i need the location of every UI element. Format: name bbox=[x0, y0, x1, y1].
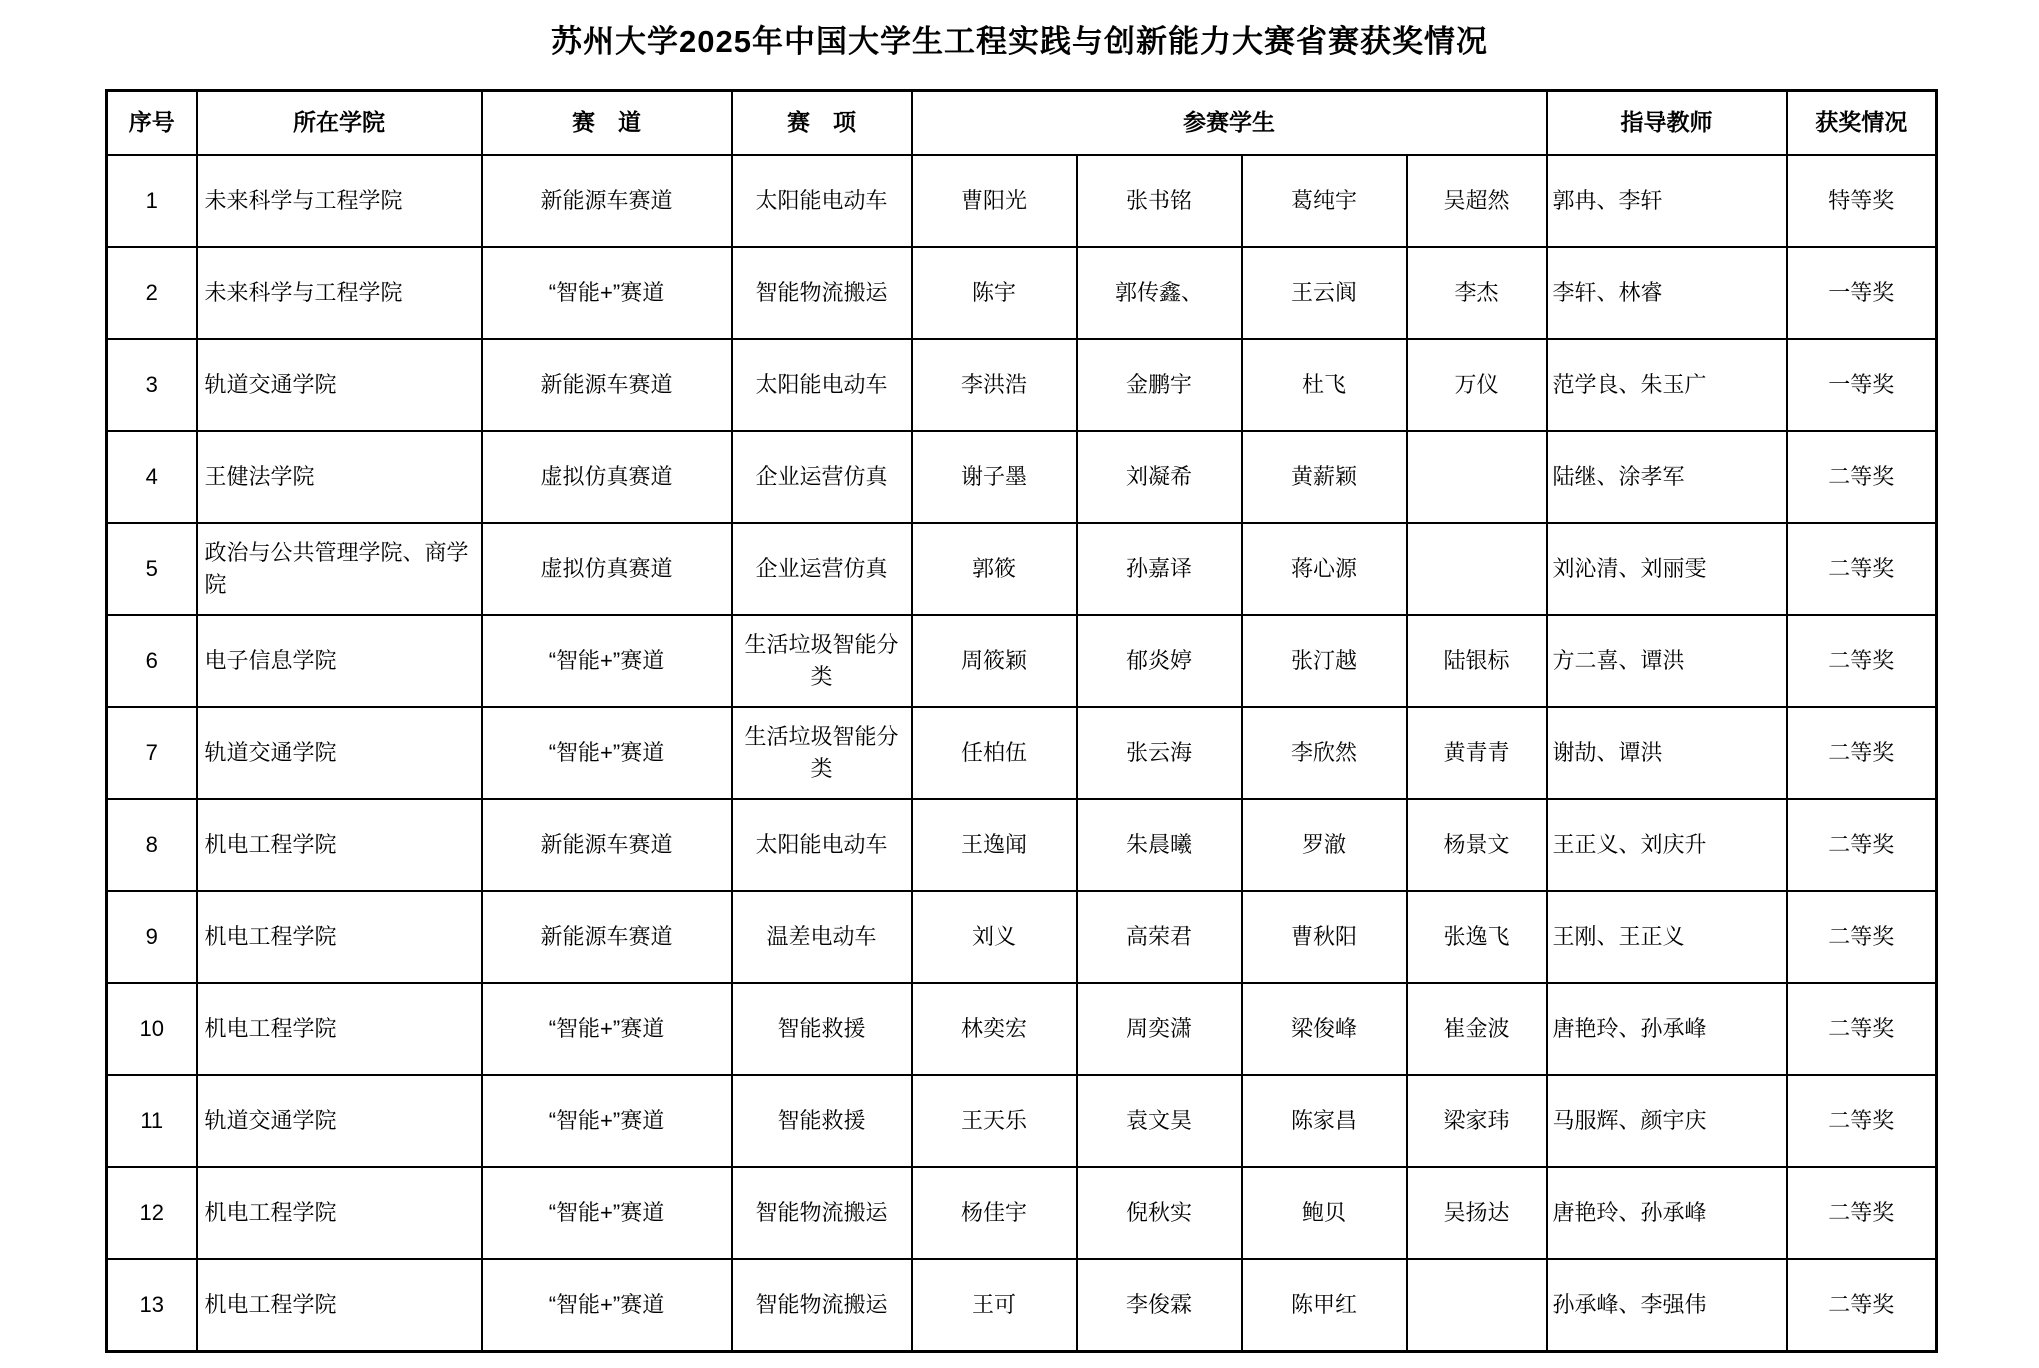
cell-student: 郭传鑫、 bbox=[1077, 247, 1242, 339]
cell-student: 吴扬达 bbox=[1407, 1167, 1547, 1259]
cell-advisors: 王刚、王正义 bbox=[1547, 891, 1787, 983]
cell-student: 任柏伍 bbox=[912, 707, 1077, 799]
table-row bbox=[107, 891, 1937, 983]
cell-student: 梁家玮 bbox=[1407, 1075, 1547, 1167]
cell-student: 李杰 bbox=[1407, 247, 1547, 339]
cell-award: 二等奖 bbox=[1787, 523, 1937, 615]
cell-student: 罗澈 bbox=[1242, 799, 1407, 891]
table-row bbox=[107, 799, 1937, 891]
cell-college: 电子信息学院 bbox=[197, 615, 482, 707]
cell-student: 张云海 bbox=[1077, 707, 1242, 799]
cell-student bbox=[1407, 523, 1547, 615]
cell-index: 7 bbox=[107, 707, 197, 799]
cell-college: 轨道交通学院 bbox=[197, 1075, 482, 1167]
cell-award: 二等奖 bbox=[1787, 431, 1937, 523]
cell-award: 二等奖 bbox=[1787, 615, 1937, 707]
cell-track: 虚拟仿真赛道 bbox=[482, 431, 732, 523]
cell-college: 政治与公共管理学院、商学院 bbox=[197, 523, 482, 615]
table-row bbox=[107, 1075, 1937, 1167]
cell-student: 杨佳宇 bbox=[912, 1167, 1077, 1259]
header-advisors: 指导教师 bbox=[1547, 91, 1787, 156]
cell-student: 谢子墨 bbox=[912, 431, 1077, 523]
cell-award: 二等奖 bbox=[1787, 1259, 1937, 1352]
cell-student: 陈甲红 bbox=[1242, 1259, 1407, 1352]
cell-college: 机电工程学院 bbox=[197, 1259, 482, 1352]
cell-award: 二等奖 bbox=[1787, 891, 1937, 983]
cell-index: 4 bbox=[107, 431, 197, 523]
cell-track: “智能+”赛道 bbox=[482, 1259, 732, 1352]
cell-student: 郁炎婷 bbox=[1077, 615, 1242, 707]
cell-student: 陆银标 bbox=[1407, 615, 1547, 707]
cell-event: 生活垃圾智能分类 bbox=[732, 707, 912, 799]
cell-student: 曹秋阳 bbox=[1242, 891, 1407, 983]
cell-student: 林奕宏 bbox=[912, 983, 1077, 1075]
cell-award: 二等奖 bbox=[1787, 707, 1937, 799]
cell-advisors: 刘沁清、刘丽雯 bbox=[1547, 523, 1787, 615]
cell-event: 企业运营仿真 bbox=[732, 523, 912, 615]
cell-student: 王可 bbox=[912, 1259, 1077, 1352]
table-body bbox=[107, 155, 1937, 1352]
cell-student bbox=[1407, 1259, 1547, 1352]
cell-event: 太阳能电动车 bbox=[732, 799, 912, 891]
cell-student: 曹阳光 bbox=[912, 155, 1077, 247]
cell-college: 机电工程学院 bbox=[197, 799, 482, 891]
cell-student: 袁文昊 bbox=[1077, 1075, 1242, 1167]
table-row bbox=[107, 1167, 1937, 1259]
cell-student: 鲍贝 bbox=[1242, 1167, 1407, 1259]
cell-student: 李俊霖 bbox=[1077, 1259, 1242, 1352]
header-track: 赛 道 bbox=[482, 91, 732, 156]
cell-index: 8 bbox=[107, 799, 197, 891]
cell-student: 倪秋实 bbox=[1077, 1167, 1242, 1259]
cell-index: 12 bbox=[107, 1167, 197, 1259]
cell-student: 周奕潇 bbox=[1077, 983, 1242, 1075]
cell-advisors: 范学良、朱玉广 bbox=[1547, 339, 1787, 431]
header-row bbox=[107, 91, 1937, 156]
cell-student: 刘义 bbox=[912, 891, 1077, 983]
cell-event: 智能物流搬运 bbox=[732, 247, 912, 339]
table-row bbox=[107, 247, 1937, 339]
cell-track: 新能源车赛道 bbox=[482, 891, 732, 983]
cell-award: 一等奖 bbox=[1787, 339, 1937, 431]
cell-student: 陈宇 bbox=[912, 247, 1077, 339]
cell-student: 蒋心源 bbox=[1242, 523, 1407, 615]
table-row bbox=[107, 431, 1937, 523]
cell-college: 机电工程学院 bbox=[197, 1167, 482, 1259]
cell-student: 李洪浩 bbox=[912, 339, 1077, 431]
cell-student: 万仪 bbox=[1407, 339, 1547, 431]
cell-student: 王逸闻 bbox=[912, 799, 1077, 891]
cell-award: 二等奖 bbox=[1787, 983, 1937, 1075]
cell-track: 新能源车赛道 bbox=[482, 799, 732, 891]
table-row bbox=[107, 983, 1937, 1075]
cell-track: “智能+”赛道 bbox=[482, 983, 732, 1075]
cell-award: 特等奖 bbox=[1787, 155, 1937, 247]
cell-index: 5 bbox=[107, 523, 197, 615]
cell-college: 轨道交通学院 bbox=[197, 707, 482, 799]
cell-student: 黄青青 bbox=[1407, 707, 1547, 799]
cell-student: 张书铭 bbox=[1077, 155, 1242, 247]
table-row bbox=[107, 707, 1937, 799]
cell-index: 2 bbox=[107, 247, 197, 339]
cell-student bbox=[1407, 431, 1547, 523]
cell-student: 崔金波 bbox=[1407, 983, 1547, 1075]
cell-event: 太阳能电动车 bbox=[732, 339, 912, 431]
cell-track: 虚拟仿真赛道 bbox=[482, 523, 732, 615]
table-row bbox=[107, 155, 1937, 247]
cell-track: “智能+”赛道 bbox=[482, 615, 732, 707]
cell-student: 陈家昌 bbox=[1242, 1075, 1407, 1167]
cell-track: “智能+”赛道 bbox=[482, 1167, 732, 1259]
cell-index: 11 bbox=[107, 1075, 197, 1167]
cell-student: 张汀越 bbox=[1242, 615, 1407, 707]
header-award: 获奖情况 bbox=[1787, 91, 1937, 156]
cell-award: 一等奖 bbox=[1787, 247, 1937, 339]
cell-student: 葛纯宇 bbox=[1242, 155, 1407, 247]
table-row bbox=[107, 615, 1937, 707]
cell-event: 智能物流搬运 bbox=[732, 1167, 912, 1259]
table-header bbox=[107, 91, 1937, 156]
cell-event: 温差电动车 bbox=[732, 891, 912, 983]
table-row bbox=[107, 523, 1937, 615]
cell-index: 10 bbox=[107, 983, 197, 1075]
cell-student: 张逸飞 bbox=[1407, 891, 1547, 983]
cell-student: 杜飞 bbox=[1242, 339, 1407, 431]
cell-index: 6 bbox=[107, 615, 197, 707]
cell-student: 杨景文 bbox=[1407, 799, 1547, 891]
cell-track: “智能+”赛道 bbox=[482, 707, 732, 799]
table-row bbox=[107, 339, 1937, 431]
header-college: 所在学院 bbox=[197, 91, 482, 156]
cell-advisors: 方二喜、谭洪 bbox=[1547, 615, 1787, 707]
cell-student: 刘凝希 bbox=[1077, 431, 1242, 523]
cell-student: 周筱颖 bbox=[912, 615, 1077, 707]
cell-student: 吴超然 bbox=[1407, 155, 1547, 247]
cell-college: 未来科学与工程学院 bbox=[197, 247, 482, 339]
cell-track: “智能+”赛道 bbox=[482, 1075, 732, 1167]
cell-event: 智能物流搬运 bbox=[732, 1259, 912, 1352]
cell-college: 轨道交通学院 bbox=[197, 339, 482, 431]
cell-index: 1 bbox=[107, 155, 197, 247]
cell-college: 王健法学院 bbox=[197, 431, 482, 523]
table-row bbox=[107, 1259, 1937, 1352]
cell-student: 朱晨曦 bbox=[1077, 799, 1242, 891]
cell-student: 王云阆 bbox=[1242, 247, 1407, 339]
cell-advisors: 郭冉、李轩 bbox=[1547, 155, 1787, 247]
cell-student: 郭筱 bbox=[912, 523, 1077, 615]
cell-event: 智能救援 bbox=[732, 983, 912, 1075]
cell-college: 机电工程学院 bbox=[197, 891, 482, 983]
page-title: 苏州大学2025年中国大学生工程实践与创新能力大赛省赛获奖情况 bbox=[551, 24, 1488, 59]
cell-index: 3 bbox=[107, 339, 197, 431]
cell-track: “智能+”赛道 bbox=[482, 247, 732, 339]
cell-track: 新能源车赛道 bbox=[482, 155, 732, 247]
header-event: 赛 项 bbox=[732, 91, 912, 156]
cell-advisors: 王正义、刘庆升 bbox=[1547, 799, 1787, 891]
cell-index: 9 bbox=[107, 891, 197, 983]
cell-student: 王天乐 bbox=[912, 1075, 1077, 1167]
cell-advisors: 李轩、林睿 bbox=[1547, 247, 1787, 339]
cell-award: 二等奖 bbox=[1787, 799, 1937, 891]
header-index: 序号 bbox=[107, 91, 197, 156]
cell-advisors: 陆继、涂孝军 bbox=[1547, 431, 1787, 523]
cell-student: 李欣然 bbox=[1242, 707, 1407, 799]
cell-event: 生活垃圾智能分类 bbox=[732, 615, 912, 707]
cell-advisors: 唐艳玲、孙承峰 bbox=[1547, 1167, 1787, 1259]
cell-student: 黄薪颖 bbox=[1242, 431, 1407, 523]
cell-event: 企业运营仿真 bbox=[732, 431, 912, 523]
cell-award: 二等奖 bbox=[1787, 1167, 1937, 1259]
cell-college: 机电工程学院 bbox=[197, 983, 482, 1075]
cell-college: 未来科学与工程学院 bbox=[197, 155, 482, 247]
cell-student: 孙嘉译 bbox=[1077, 523, 1242, 615]
cell-student: 金鹏宇 bbox=[1077, 339, 1242, 431]
award-table bbox=[105, 89, 1938, 1353]
cell-award: 二等奖 bbox=[1787, 1075, 1937, 1167]
cell-track: 新能源车赛道 bbox=[482, 339, 732, 431]
cell-event: 太阳能电动车 bbox=[732, 155, 912, 247]
cell-student: 高荣君 bbox=[1077, 891, 1242, 983]
cell-student: 梁俊峰 bbox=[1242, 983, 1407, 1075]
cell-advisors: 马服辉、颜宇庆 bbox=[1547, 1075, 1787, 1167]
header-students: 参赛学生 bbox=[912, 91, 1547, 156]
cell-index: 13 bbox=[107, 1259, 197, 1352]
cell-advisors: 孙承峰、李强伟 bbox=[1547, 1259, 1787, 1352]
cell-advisors: 唐艳玲、孙承峰 bbox=[1547, 983, 1787, 1075]
cell-event: 智能救援 bbox=[732, 1075, 912, 1167]
cell-advisors: 谢劼、谭洪 bbox=[1547, 707, 1787, 799]
